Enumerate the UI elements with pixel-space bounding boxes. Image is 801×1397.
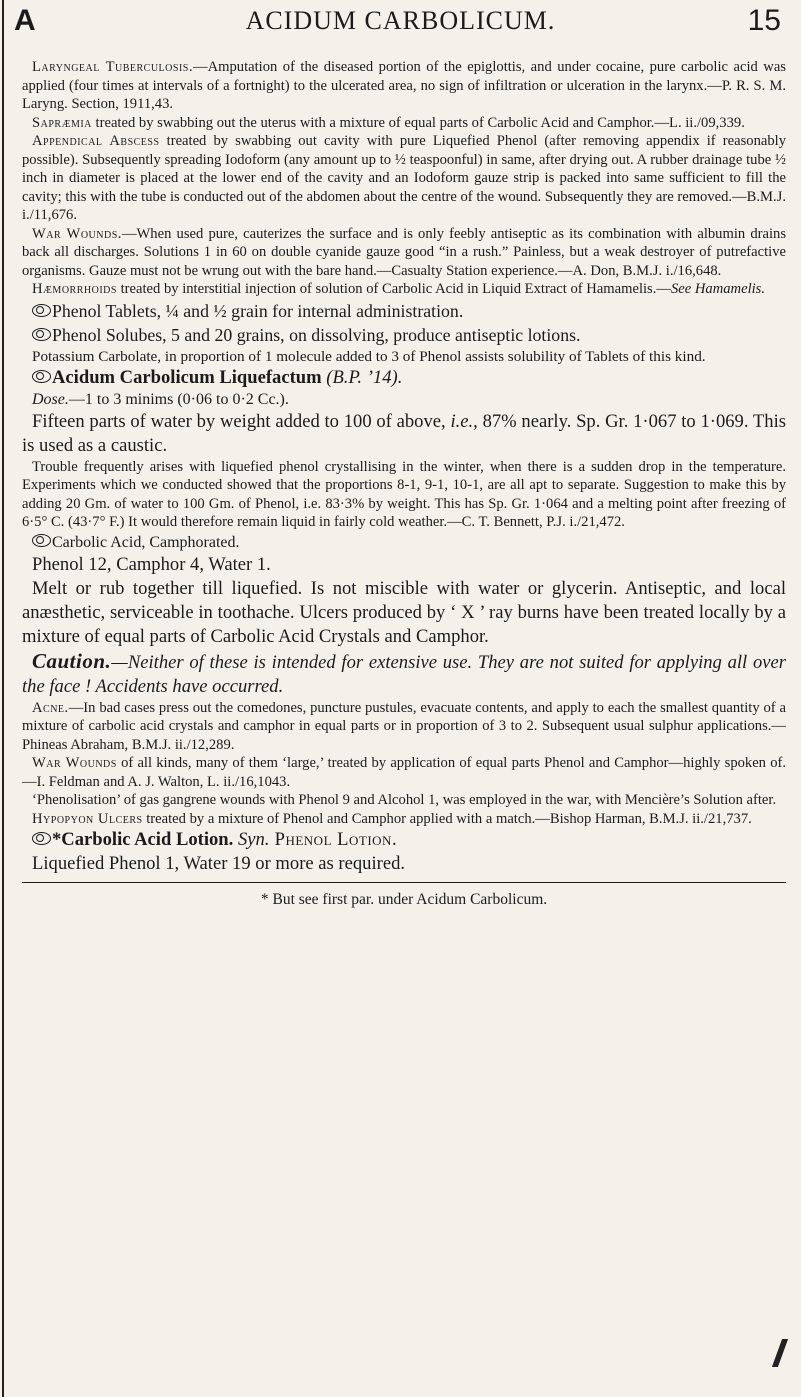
paragraph-phenol-tablets: [22, 299, 786, 323]
paragraph-sapraemia: [22, 114, 786, 133]
entry-heading: Laryngeal Tuberculosis.: [32, 59, 193, 75]
paragraph-war-wounds-camphor: [22, 754, 786, 791]
entry-text: Fifteen parts of water by weight added to 100 of above,: [32, 410, 451, 432]
paragraph-carbolic-lotion: [22, 828, 786, 852]
trademark-icon: [32, 370, 51, 383]
paragraph-acidum-liquefactum: [22, 366, 786, 390]
entry-text: Trouble frequently arises with liquefied phenol crystallising in the winter, when there is a sudden drop in the temperature. Experiments which we conducted showed that the proportions 8-1, 9-1, 10-1, are all apt to separate. Suggestion to make this by adding 20 Gm. of water to 100 Gm. of Phenol, i.e. 83·3% by weight. This has Sp. Gr. 1·064 and a melting point after freezing of 6·5° C. (43·7° F.) It would therefore remain liquid in fairly cold weather.—C. T. Bennett, P.J. i./21,472.: [22, 458, 786, 530]
paragraph-trouble-crystallising: [22, 458, 786, 532]
entry-text: treated by a mixture of Phenol and Camphor applied with a match.—Bishop Harman, B.M.J. ii./21,737.: [142, 810, 752, 827]
entry-text-2: , 87% nearly. Sp. Gr. 1·067 to 1·069. This is used as a caustic.: [22, 410, 786, 456]
see-reference: See Hamamelis.: [670, 281, 766, 297]
drug-name: Acidum Carbolicum Liquefactum: [52, 366, 322, 388]
entry-heading: War Wounds: [32, 755, 117, 771]
formula-text: Liquefied Phenol 1, Water 19 or more as required.: [32, 853, 406, 874]
entry-text: treated by swabbing out cavity with pure Liquefied Phenol (after removing appendix if reasonably possible). Subsequently spreading Iodoform (any amount up to ½ teaspoonful) in same, after drying out. A rubber drainage tube ½ inch in diameter is placed at the lower end of the cavity and an Iodoform gauze strip is packed into same sufficient to fill the cavity; this with the tube is conducted out of the abdomen about the centre of the wound. Subsequently they are removed.—B.M.J. i./11,676.: [22, 133, 786, 223]
paragraph-dose: [22, 390, 786, 410]
paragraph-fifteen-parts: [22, 410, 786, 458]
page-body: [22, 58, 786, 910]
entry-heading: Sapræmia: [32, 114, 92, 131]
entry-text: of all kinds, many of them ‘large,’ treated by application of equal parts Phenol and Camphor—highly spoken of.—I. Feldman and A. J. Walton, L. ii./16,1043.: [22, 755, 787, 790]
header-letter: A: [14, 4, 36, 37]
header-title: ACIDUM CARBOLICUM.: [245, 6, 556, 35]
entry-text: treated by swabbing out the uterus with a mixture of equal parts of Carbolic Acid and Camphor.—L. ii./09,339.: [91, 114, 745, 131]
paragraph-camphorated-title: [22, 532, 786, 553]
drug-name: *Carbolic Acid Lotion.: [52, 829, 234, 850]
pharmacopoeia-ref: (B.P. ’14).: [321, 366, 403, 388]
synonym-label: Syn.: [237, 829, 270, 850]
paragraph-phenol-solubes: [22, 323, 786, 347]
entry-text: Melt or rub together till liquefied. Is not miscible with water or glycerin. Antiseptic, and local anæsthetic, serviceable in toothache. Ulcers produced by ‘ X ’ ray burns have been treated locally by a mixture of equal parts of Carbolic Acid Crystals and Camphor.: [22, 577, 786, 647]
paragraph-caution: [22, 649, 786, 699]
page-number: 15: [747, 4, 781, 37]
footnote: * But see first par. under Acidum Carbolicum.: [260, 891, 548, 908]
running-header: [0, 0, 801, 44]
trademark-icon: [32, 832, 51, 845]
entry-heading: Acne.: [32, 699, 69, 716]
entry-heading: Hæmorrhoids: [32, 281, 117, 297]
caution-label: Caution.: [32, 648, 112, 673]
formula-text: Phenol 12, Camphor 4, Water 1.: [32, 553, 271, 575]
entry-text: —When used pure, cauterizes the surface and is only feebly antiseptic as its combination with albumin drains back all discharges. Solutions 1 in 60 on double cyanide gauze good “in a rush.” Painless, but a weak destroyer of putrefactive organisms. Gauze must not be wrung out with the bare hand.—Casualty Station experience.—A. Don, B.M.J. i./16,648.: [22, 225, 786, 279]
entry-text: treated by interstitial injection of solution of Carbolic Acid in Liquid Extract of Hamamelis.—: [116, 281, 671, 297]
paragraph-potassium-carbolate: [22, 347, 786, 366]
paragraph-war-wounds: [22, 225, 786, 281]
trademark-icon: [32, 328, 51, 341]
paragraph-phenolisation: [22, 791, 786, 810]
paragraph-lotion-formula: [22, 852, 786, 876]
trademark-icon: [32, 534, 51, 547]
entry-text: —In bad cases press out the comedones, puncture pustules, evacuate contents, and apply to each the smallest quantity of a mixture of carbolic acid crystals and camphor in equal parts or in proportion of 3 to 2. Subsequent usual sulphur applications.—Phineas Abraham, B.M.J. ii./12,289.: [22, 699, 786, 753]
page-corner-mark: [772, 1339, 788, 1367]
entry-text: ‘Phenolisation’ of gas gangrene wounds with Phenol 9 and Alcohol 1, was employed in the war, with Mencière’s Solution after.: [32, 792, 777, 808]
entry-heading: War Wounds.: [32, 225, 122, 242]
paragraph-laryngeal: [22, 58, 786, 114]
caution-text: —Neither of these is intended for extensive use. They are not suited for applying all over the face ! Accidents have occurred.: [22, 651, 786, 697]
trademark-icon: [32, 304, 51, 317]
dose-label: Dose.: [32, 390, 69, 408]
dose-text: —1 to 3 minims (0·06 to 0·2 Cc.).: [68, 390, 289, 408]
paragraph-haemorrhoids: [22, 280, 786, 299]
entry-text: Potassium Carbolate, in proportion of 1 molecule added to 3 of Phenol assists solubility of Tablets of this kind.: [32, 347, 706, 365]
page-edge-line: [2, 0, 4, 1397]
paragraph-hypopyon: [22, 810, 786, 829]
entry-heading: Appendical Abscess: [32, 133, 160, 149]
entry-text: Phenol Solubes, 5 and 20 grains, on dissolving, produce antiseptic lotions.: [52, 324, 581, 345]
entry-text: Phenol Tablets, ¼ and ½ grain for internal administration.: [52, 300, 464, 321]
ie-text: i.e.: [450, 410, 474, 432]
entry-heading: Hypopyon Ulcers: [32, 810, 143, 827]
paragraph-melt-instructions: [22, 577, 786, 649]
entry-text: —Amputation of the diseased portion of the epiglottis, and under cocaine, pure carbolic acid was applied (four times at intervals of a fortnight) to the ulcerated area, no sign of infiltration or ulceration in the larynx.—P. R. S. M. Laryng. Section, 1911,43.: [22, 59, 786, 112]
paragraph-camphorated-formula: [22, 553, 786, 577]
entry-heading: Carbolic Acid, Camphorated.: [52, 533, 240, 551]
footnote-divider: [22, 876, 786, 890]
synonym-text: Phenol Lotion.: [269, 829, 398, 850]
paragraph-acne: [22, 699, 786, 755]
paragraph-appendical: [22, 132, 786, 225]
